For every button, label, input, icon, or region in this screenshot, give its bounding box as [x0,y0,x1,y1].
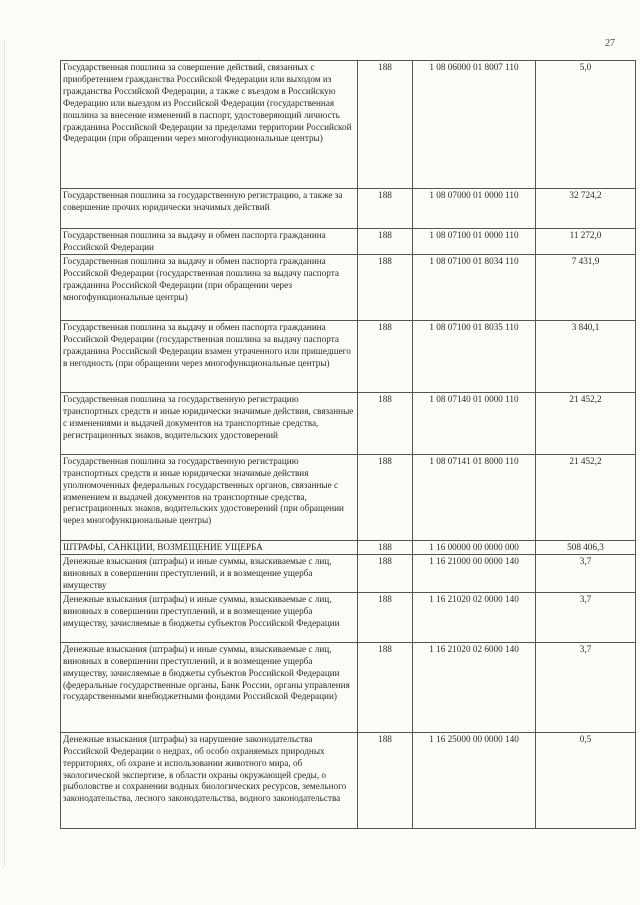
amount: 21 452,2 [536,454,636,540]
admin-code: 188 [358,454,413,540]
revenue-name: Государственная пошлина за выдачу и обмен паспорта гражданина Российской Федерации (государственная пошлина за выдачу паспорта гражданина Российской Федерации (при обращении через многофункциональные центры) [61,254,358,320]
revenue-name: Государственная пошлина за совершение действий, связанных с приобретением гражданства Российской Федерации или выходом из гражданства Российской Федерации, а также с въездом в Российскую Федерацию или выездом из Российской Федерации (государственная пошлина за внесение изменений в паспорт, удостоверяющий личность гражданина Российской Федерации за пределами территории Российской Федерации (при обращении через многофункциональные центры) [61,61,358,189]
admin-code: 188 [358,189,413,229]
admin-code: 188 [358,642,413,732]
admin-code: 188 [358,392,413,454]
revenue-name: Денежные взыскания (штрафы) и иные суммы, взыскиваемые с лиц, виновных в совершении преступлений, и в возмещение ущерба имуществу [61,554,358,592]
table-row [61,642,636,732]
table-row [61,392,636,454]
table-row [61,732,636,828]
admin-code: 188 [358,540,413,554]
budget-classification-code: 1 08 07000 01 0000 110 [413,189,536,229]
revenue-name: Денежные взыскания (штрафы) и иные суммы, взыскиваемые с лиц, виновных в совершении преступлений, и в возмещение ущерба имуществу, зачисляемые в бюджеты субъектов Российской Федерации [61,592,358,642]
revenue-name: Денежные взыскания (штрафы) за нарушение законодательства Российской Федерации о недрах, об особо охраняемых природных территориях, об охране и использовании животного мира, об экологической экспертизе, в области охраны окружающей среды, о рыболовстве и сохранении водных биологических ресурсов, земельного законодательства, лесного законодательства, водного законодательства [61,732,358,828]
admin-code: 188 [358,320,413,392]
amount: 21 452,2 [536,392,636,454]
scan-left-edge [4,40,5,865]
amount: 508 406,3 [536,540,636,554]
amount: 7 431,9 [536,254,636,320]
budget-classification-code: 1 08 07100 01 0000 110 [413,229,536,255]
amount: 3 840,1 [536,320,636,392]
amount: 0,5 [536,732,636,828]
amount: 3,7 [536,554,636,592]
amount: 3,7 [536,642,636,732]
revenue-name: Государственная пошлина за государственную регистрацию транспортных средств и иные юридически значимые действия уполномоченных федеральных государственных органов, связанные с изменением и выдачей документов на транспортные средства, регистрационных знаков, водительских удостоверений (при обращении через многофункциональные центры) [61,454,358,540]
table-row [61,592,636,642]
budget-classification-code: 1 08 07140 01 0000 110 [413,392,536,454]
budget-classification-code: 1 08 06000 01 8007 110 [413,61,536,189]
table-row [61,554,636,592]
revenue-name: Государственная пошлина за выдачу и обмен паспорта гражданина Российской Федерации [61,229,358,255]
budget-classification-code: 1 16 21020 02 6000 140 [413,642,536,732]
revenue-name: Государственная пошлина за государственную регистрацию, а также за совершение прочих юридически значимых действий [61,189,358,229]
amount: 3,7 [536,592,636,642]
budget-classification-code: 1 16 21000 00 0000 140 [413,554,536,592]
admin-code: 188 [358,732,413,828]
table-row [61,189,636,229]
table-row-section [61,540,636,554]
revenue-name: Денежные взыскания (штрафы) и иные суммы, взыскиваемые с лиц, виновных в совершении преступлений, и в возмещение ущерба имуществу, зачисляемые в бюджеты субъектов Российской Федерации (федеральные государственные органы, Банк России, органы управления государственными внебюджетными фондами Российской Федерации) [61,642,358,732]
amount: 5,0 [536,61,636,189]
table-row [61,454,636,540]
budget-classification-code: 1 08 07141 01 8000 110 [413,454,536,540]
admin-code: 188 [358,592,413,642]
admin-code: 188 [358,229,413,255]
admin-code: 188 [358,61,413,189]
table-row [61,254,636,320]
amount: 11 272,0 [536,229,636,255]
revenue-name: Государственная пошлина за выдачу и обмен паспорта гражданина Российской Федерации (государственная пошлина за выдачу паспорта гражданина Российской Федерации взамен утраченного или пришедшего в негодность (при обращении через многофункциональные центры) [61,320,358,392]
page-number: 27 [605,38,615,49]
admin-code: 188 [358,254,413,320]
budget-classification-code: 1 16 00000 00 0000 000 [413,540,536,554]
table-row [61,61,636,189]
budget-classification-code: 1 16 25000 00 0000 140 [413,732,536,828]
budget-revenue-table [60,60,636,829]
revenue-name: Государственная пошлина за государственную регистрацию транспортных средств и иные юридически значимые действия, связанные с изменениями и выдачей документов на транспортные средства, регистрационных знаков, водительских удостоверений [61,392,358,454]
admin-code: 188 [358,554,413,592]
table-row [61,229,636,255]
budget-classification-code: 1 08 07100 01 8034 110 [413,254,536,320]
budget-classification-code: 1 08 07100 01 8035 110 [413,320,536,392]
table-row [61,320,636,392]
amount: 32 724,2 [536,189,636,229]
section-title: ШТРАФЫ, САНКЦИИ, ВОЗМЕЩЕНИЕ УЩЕРБА [61,540,358,554]
budget-classification-code: 1 16 21020 02 0000 140 [413,592,536,642]
